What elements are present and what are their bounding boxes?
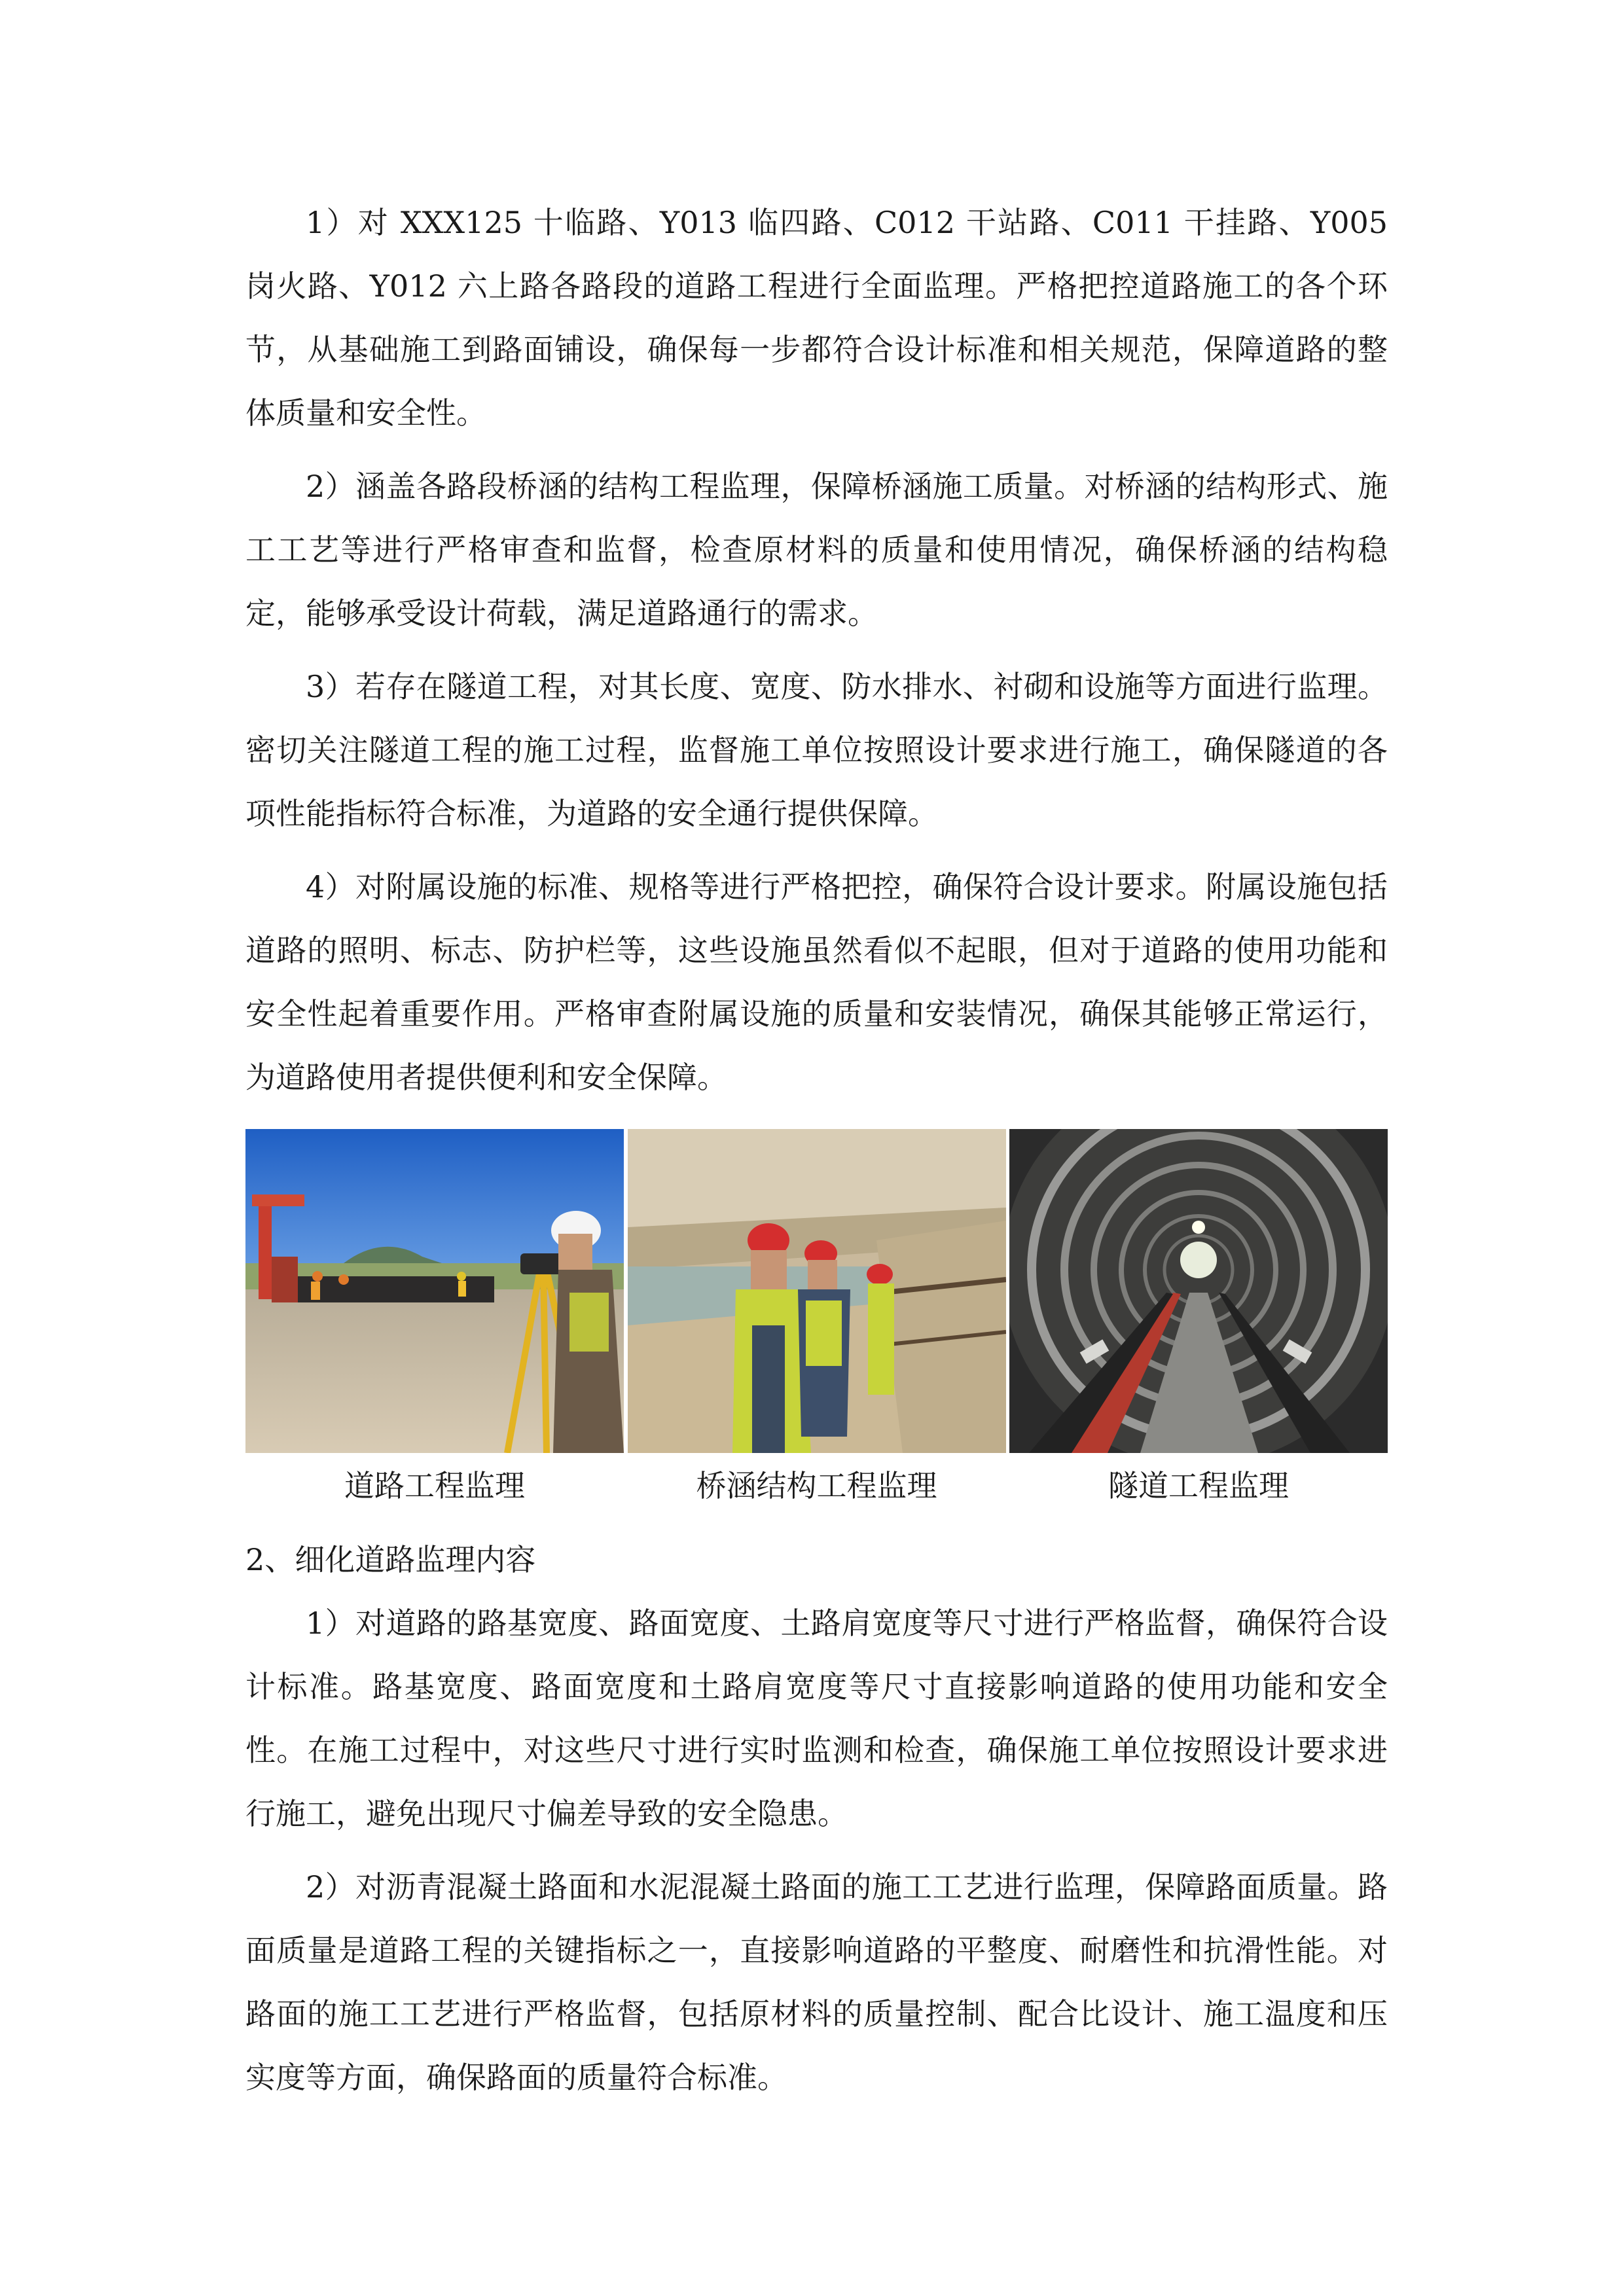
road-survey-photo <box>245 1129 624 1453</box>
paragraph-pavement-quality: 2）对沥青混凝土路面和水泥混凝土路面的施工工艺进行监理，保障路面质量。路面质量是道路工程的关键指标之一，直接影响道路的平整度、耐磨性和抗滑性能。对路面的施工工艺进行严格监督，包括原材料的质量控制、配合比设计、施工温度和压实度等方面，确保路面的质量符合标准。 <box>245 1869 1388 2095</box>
paragraph-bridge-supervision: 2）涵盖各路段桥涵的结构工程监理，保障桥涵施工质量。对桥涵的结构形式、施工工艺等进行严格审查和监督，检查原材料的质量和使用情况，确保桥涵的结构稳定，能够承受设计荷载，满足道路通行的需求。 <box>245 469 1388 631</box>
photo-caption-tunnel: 隧道工程监理 <box>1108 1468 1289 1503</box>
photo-captions <box>245 1453 1388 1518</box>
tunnel-photo <box>1009 1129 1388 1453</box>
document-body <box>245 191 1388 2109</box>
paragraph-facility-supervision: 4）对附属设施的标准、规格等进行严格把控，确保符合设计要求。附属设施包括道路的照明、标志、防护栏等，这些设施虽然看似不起眼，但对于道路的使用功能和安全性起着重要作用。严格审查附属设施的质量和安装情况，确保其能够正常运行，为道路使用者提供便利和安全保障。 <box>245 869 1388 1095</box>
photo-caption-bridge: 桥涵结构工程监理 <box>696 1468 937 1503</box>
bridge-culvert-photo <box>628 1129 1006 1453</box>
photo-caption-road: 道路工程监理 <box>344 1468 525 1503</box>
photo-strip <box>245 1129 1388 1453</box>
paragraph-road-dimensions: 1）对道路的路基宽度、路面宽度、土路肩宽度等尺寸进行严格监督，确保符合设计标准。路基宽度、路面宽度和土路肩宽度等尺寸直接影响道路的使用功能和安全性。在施工过程中，对这些尺寸进行实时监测和检查，确保施工单位按照设计要求进行施工，避免出现尺寸偏差导致的安全隐患。 <box>245 1605 1388 1831</box>
section-heading: 2、细化道路监理内容 <box>245 1542 536 1577</box>
paragraph-road-supervision: 1）对 XXX125 十临路、Y013 临四路、C012 干站路、C011 干挂路、Y005 岗火路、Y012 六上路各路段的道路工程进行全面监理。严格把控道路施工的各个环节，从基础施工到路面铺设，确保每一步都符合设计标准和相关规范，保障道路的整体质量和安全性。 <box>245 205 1388 431</box>
paragraph-tunnel-supervision: 3）若存在隧道工程，对其长度、宽度、防水排水、衬砌和设施等方面进行监理。密切关注隧道工程的施工过程，监督施工单位按照设计要求进行施工，确保隧道的各项性能指标符合标准，为道路的安全通行提供保障。 <box>245 669 1388 831</box>
